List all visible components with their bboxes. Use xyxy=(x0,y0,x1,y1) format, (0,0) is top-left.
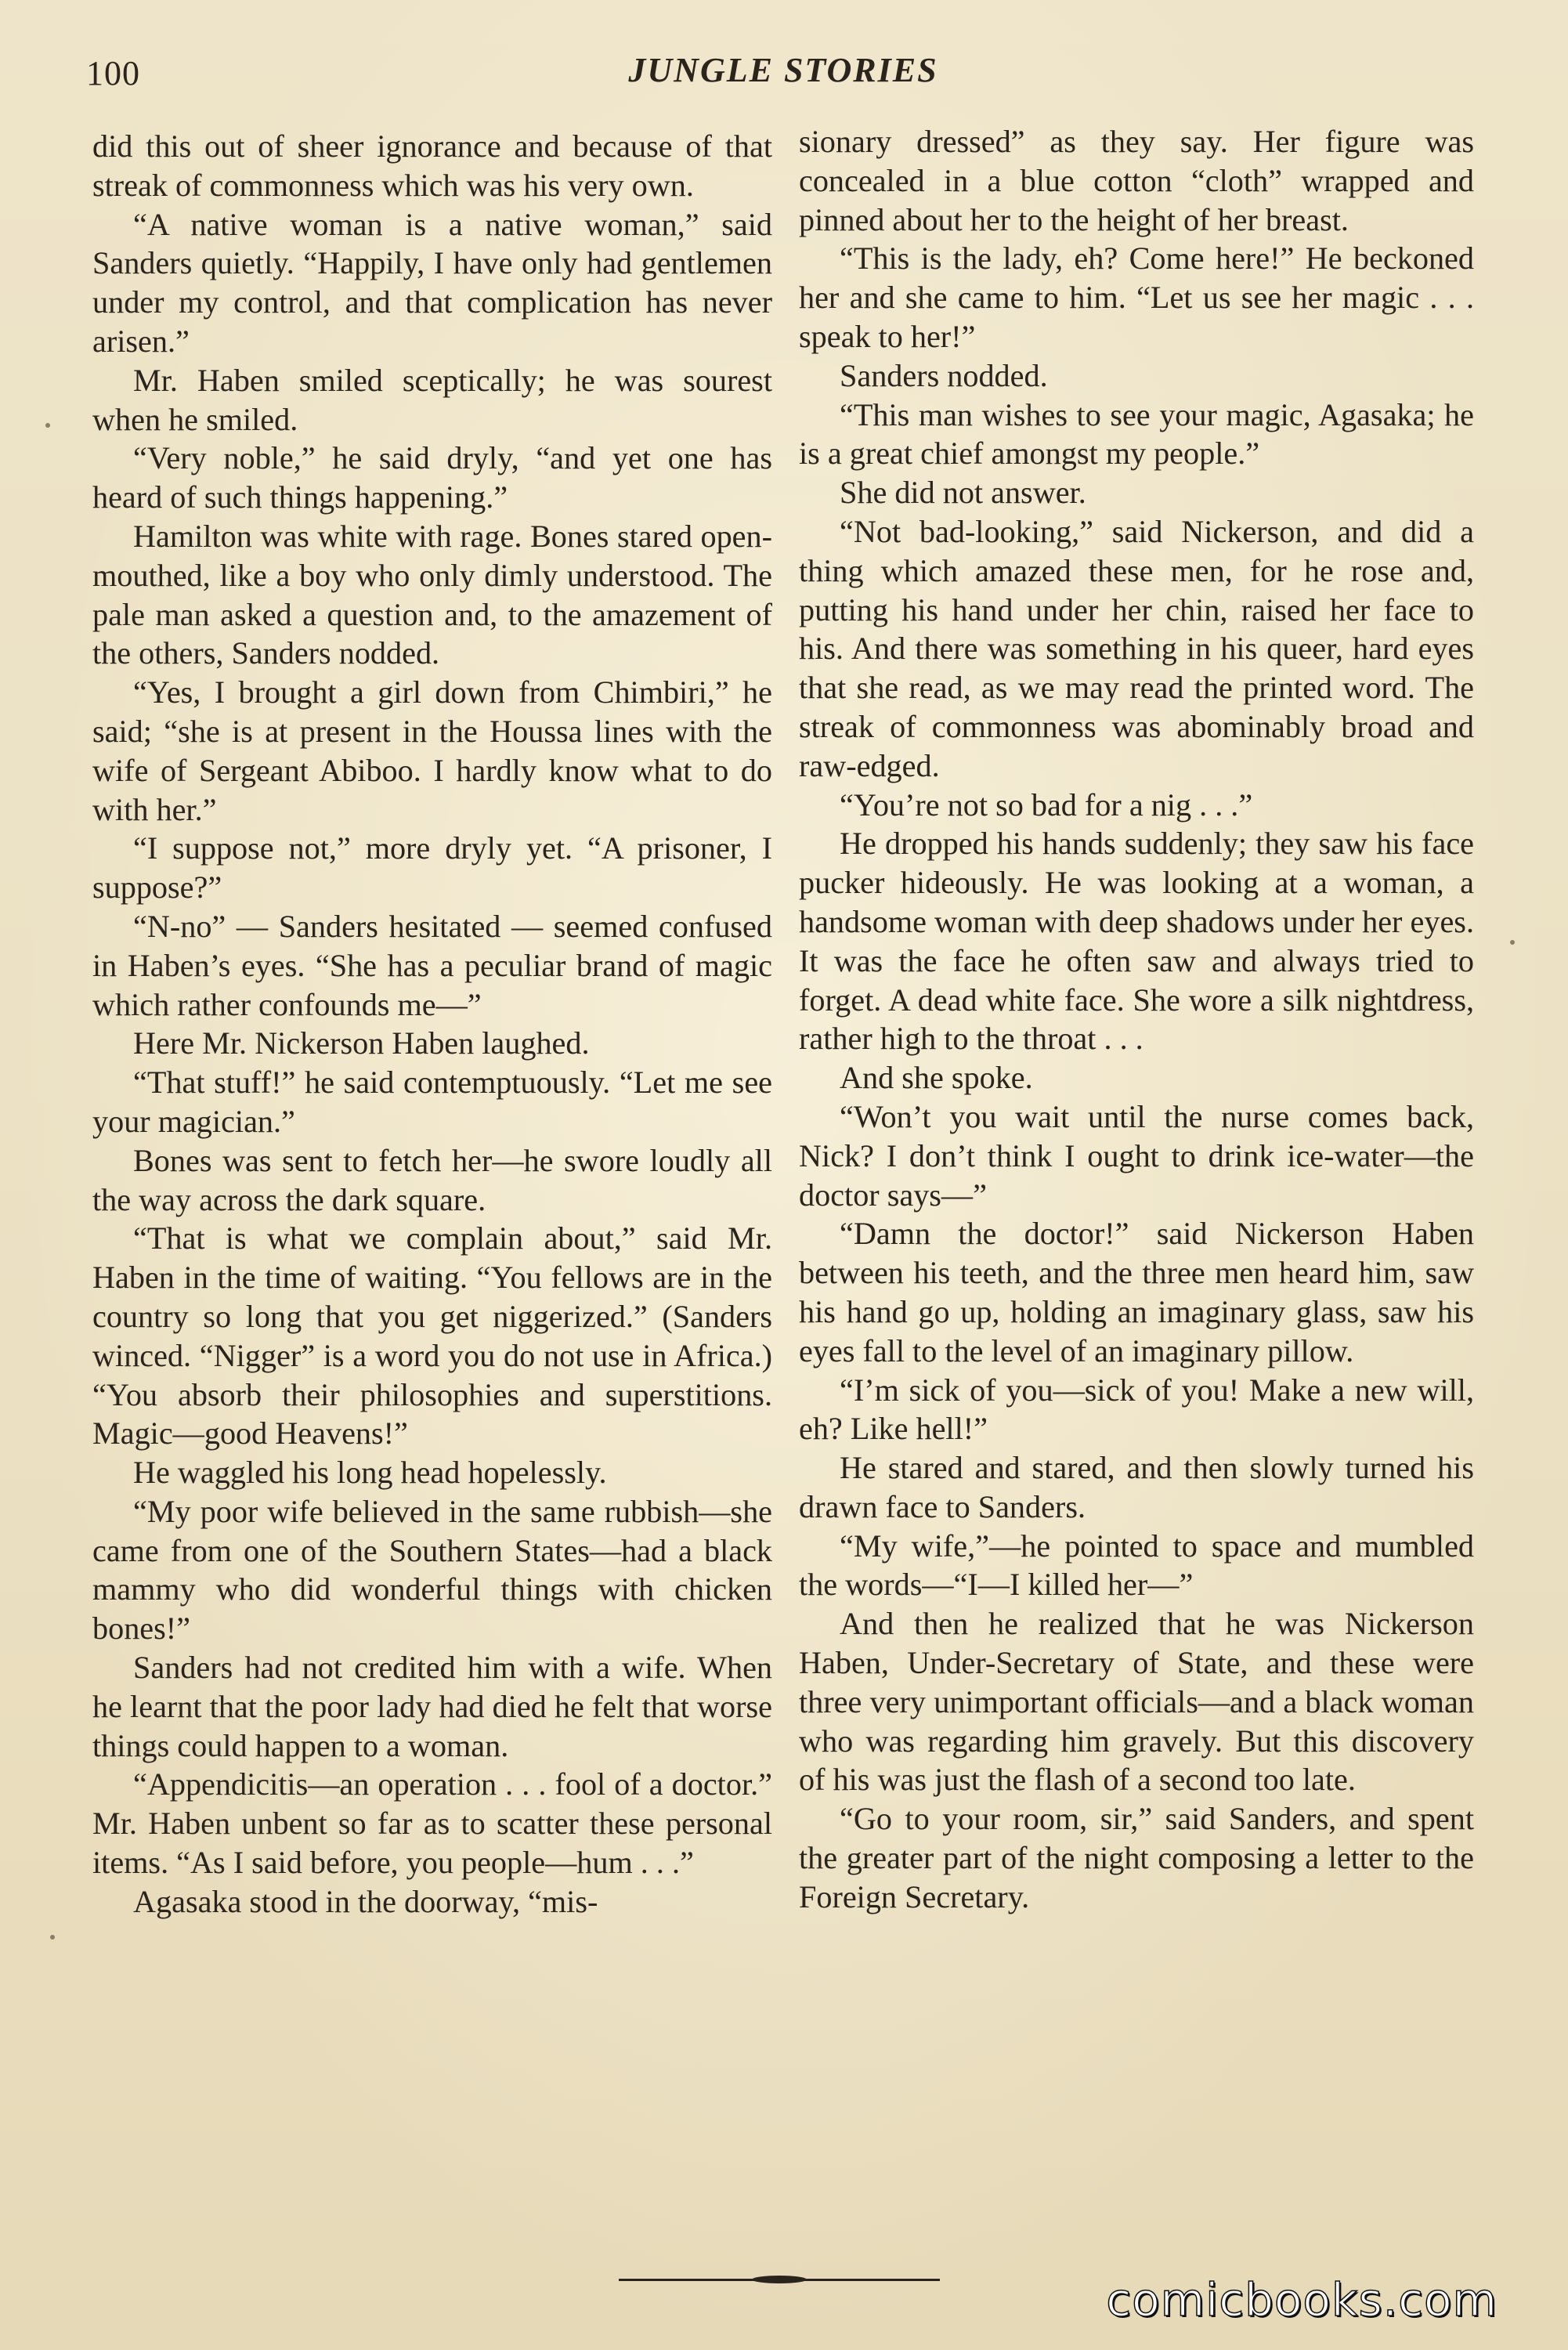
paragraph: “A native woman is a native woman,” said Sanders quietly. “Happily, I have only had gentlemen under my control, and that complication has never arisen.” xyxy=(92,206,772,359)
paragraph: “My wife,”—he pointed to space and mumbled the words—“I—I killed her—” xyxy=(799,1528,1474,1603)
paragraph: “You’re not so bad for a nig . . .” xyxy=(840,786,1253,822)
running-title: JUNGLE STORIES xyxy=(628,51,938,89)
paragraph: And then he realized that he was Nickerson Haben, Under-Secretary of State, and these were three very unimportant officials—and a black woman who was regarding him gravely. But this discovery of his was just the flash of a second too late. xyxy=(799,1606,1474,1798)
paragraph: “This is the lady, eh? Come here!” He beckoned her and she came to him. “Let us see her magic . . . speak to her!” xyxy=(799,240,1474,354)
paragraph: “This man wishes to see your magic, Agasaka; he is a great chief amongst my people.” xyxy=(799,396,1474,472)
paragraph: Here Mr. Nickerson Haben laughed. xyxy=(133,1025,590,1061)
paragraph: She did not answer. xyxy=(840,475,1086,511)
paragraph: He dropped his hands suddenly; they saw his face pucker hideously. He was looking at a woman, a handsome woman with deep shadows under her eyes. It was the face he often saw and always tried to forget. A dead white face. She wore a silk nightdress, rather high to the throat . . . xyxy=(799,826,1474,1057)
paragraph: sionary dressed” as they say. Her figure was concealed in a blue cotton “cloth” wrapped and pinned about her to the height of her breast. xyxy=(799,124,1474,237)
paragraph: “My poor wife believed in the same rubbish—she came from one of the Southern States—had a black mammy who did wonderful things with chicken bones!” xyxy=(92,1493,772,1647)
paragraph: “Damn the doctor!” said Nickerson Haben between his teeth, and the three men heard him, saw his hand go up, holding an imaginary glass, saw his eyes fall to the level of an imaginary pillow. xyxy=(799,1216,1474,1368)
paragraph: Sanders nodded. xyxy=(840,357,1048,393)
paragraph: did this out of sheer ignorance and because of that streak of commonness which was his very own. xyxy=(92,128,772,203)
left-text-column xyxy=(92,127,772,1922)
paragraph: “I suppose not,” more dryly yet. “A prisoner, I suppose?” xyxy=(92,830,772,906)
paragraph: “Not bad-looking,” said Nickerson, and did a thing which amazed these men, for he rose and, putting his hand under her chin, raised her face to his. And there was something in his queer, hard eyes that she read, as we may read the printed word. The streak of commonness was abominably broad and raw-edged. xyxy=(799,513,1474,783)
paragraph: “N-no” — Sanders hesitated — seemed confused in Haben’s eyes. “She has a peculiar brand of magic which rather confounds me—” xyxy=(92,908,772,1022)
paragraph: “Very noble,” he said dryly, “and yet one has heard of such things happening.” xyxy=(92,440,772,515)
paragraph: “That stuff!” he said contemptuously. “Let me see your magician.” xyxy=(92,1065,772,1139)
paragraph: Sanders had not credited him with a wife. When he learnt that the poor lady had died he felt that worse things could happen to a woman. xyxy=(92,1650,772,1763)
page-number: 100 xyxy=(86,54,140,92)
paper-speck xyxy=(50,1935,55,1940)
paragraph: “Won’t you wait until the nurse comes back, Nick? I don’t think I ought to drink ice-water—the doctor says—” xyxy=(799,1098,1474,1213)
paragraph: “That is what we complain about,” said Mr. Haben in the time of waiting. “You fellows are in the country so long that you get niggerized.” (Sanders winced. “Nigger” is a word you do not use in Africa.) “You absorb their philosophies and superstitions. Magic—good Heavens!” xyxy=(92,1220,772,1452)
paragraph: He waggled his long head hopelessly. xyxy=(133,1455,607,1491)
right-text-column xyxy=(799,122,1474,1917)
paragraph: “Yes, I brought a girl down from Chimbiri,” he said; “she is at present in the Houssa lines with the wife of Sergeant Abiboo. I hardly know what to do with her.” xyxy=(92,674,772,827)
paragraph: And she spoke. xyxy=(840,1060,1033,1096)
paper-speck xyxy=(1510,940,1515,945)
story-end-rule xyxy=(619,2276,940,2283)
paragraph: Agasaka stood in the doorway, “mis- xyxy=(133,1883,598,1919)
paragraph: Hamilton was white with rage. Bones stared open-mouthed, like a boy who only dimly understood. The pale man asked a question and, to the amazement of the others, Sanders nodded. xyxy=(92,518,772,671)
paragraph: Mr. Haben smiled sceptically; he was sourest when he smiled. xyxy=(92,362,772,437)
paragraph: “Go to your room, sir,” said Sanders, and spent the greater part of the night composing a letter to the Foreign Secretary. xyxy=(799,1801,1474,1914)
rule-ornament xyxy=(752,2276,807,2283)
paragraph: “I’m sick of you—sick of you! Make a new will, eh? Like hell!” xyxy=(799,1372,1474,1447)
paragraph: “Appendicitis—an operation . . . fool of a doctor.” Mr. Haben unbent so far as to scatter these personal items. “As I said before, you people—hum . . .” xyxy=(92,1766,772,1881)
paper-speck xyxy=(45,423,50,428)
watermark-logo: comicbooks.com xyxy=(1106,2273,1498,2326)
paragraph: Bones was sent to fetch her—he swore loudly all the way across the dark square. xyxy=(92,1142,772,1217)
paragraph: He stared and stared, and then slowly turned his drawn face to Sanders. xyxy=(799,1450,1474,1524)
page-header xyxy=(86,49,1480,111)
